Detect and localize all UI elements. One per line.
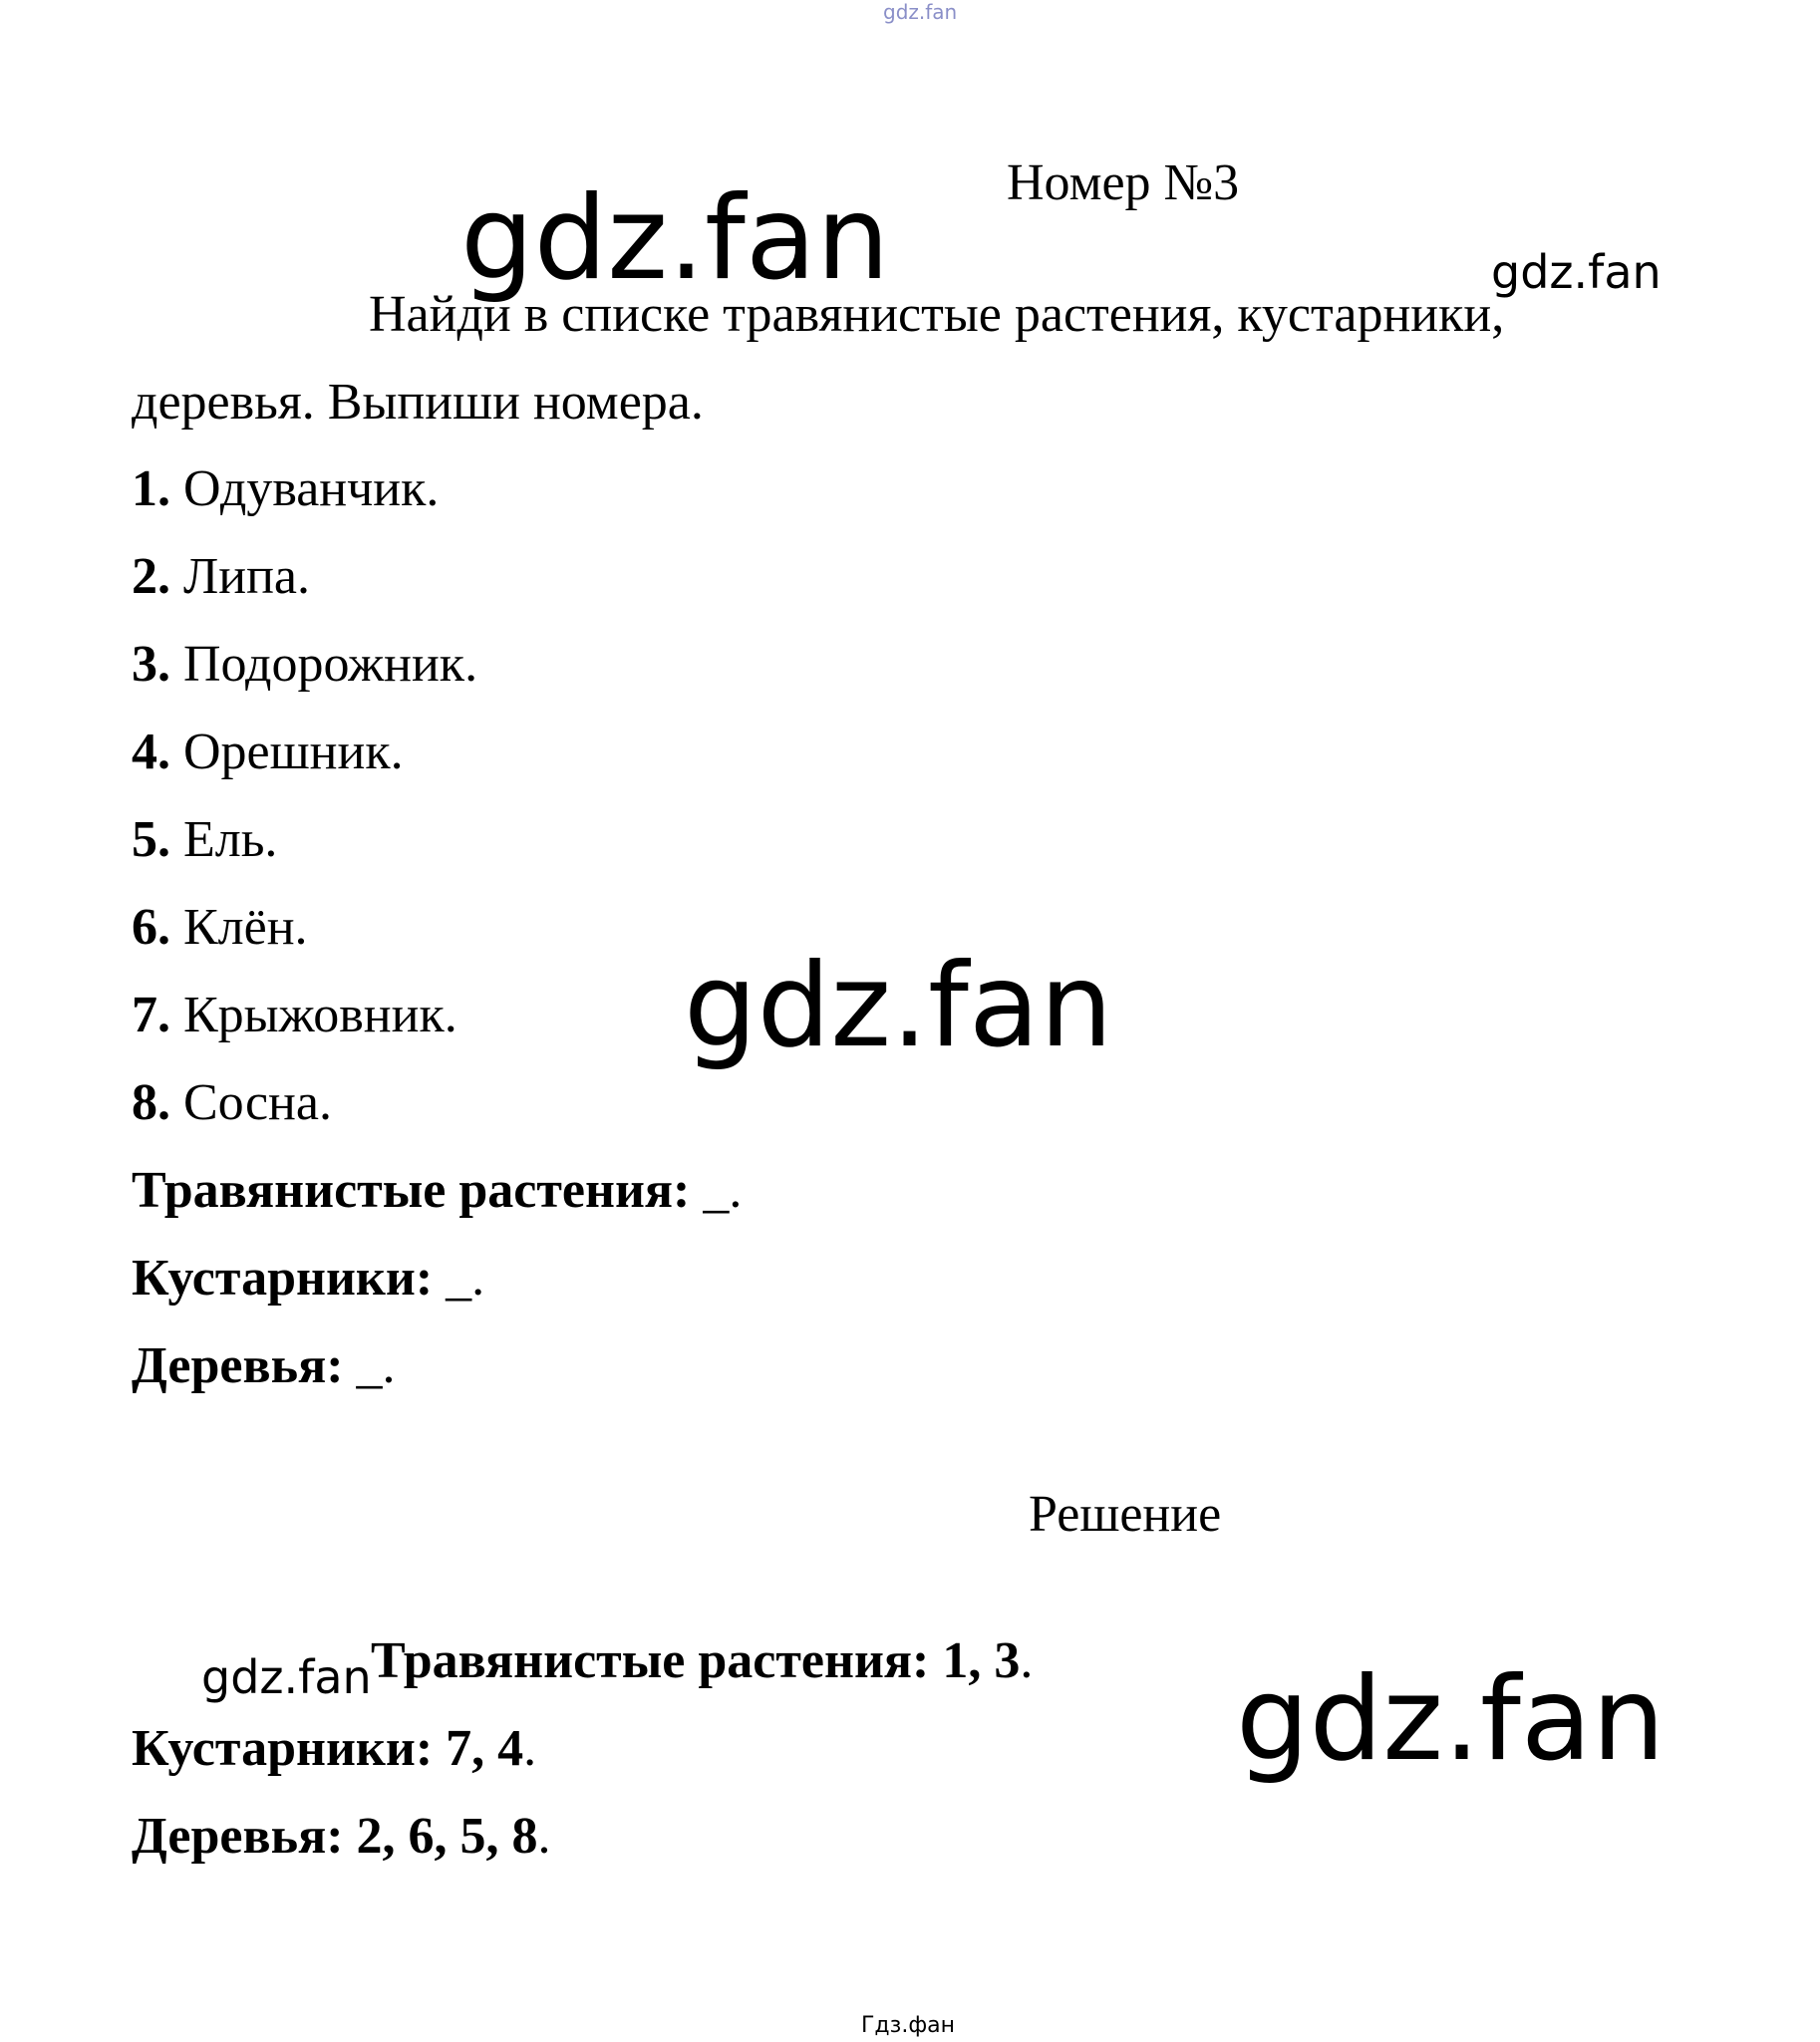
answer-value: 1, 3 bbox=[942, 1632, 1021, 1689]
task-line-1: Найди в списке травянистые растения, кустарники, bbox=[369, 286, 1505, 343]
page-title: Номер №3 bbox=[1007, 154, 1240, 211]
item-text: Ель. bbox=[170, 811, 278, 868]
list-item bbox=[132, 811, 278, 868]
watermark-large-top: gdz.fan bbox=[460, 171, 890, 306]
item-number: 3. bbox=[132, 636, 170, 693]
item-text: Липа. bbox=[170, 548, 311, 605]
task-line-2: деревья. Выпиши номера. bbox=[132, 374, 704, 431]
item-text: Сосна. bbox=[170, 1074, 332, 1131]
item-number: 4. bbox=[132, 724, 170, 780]
solution-heading: Решение bbox=[1029, 1486, 1222, 1543]
item-number: 2. bbox=[132, 548, 170, 605]
watermark-large-middle: gdz.fan bbox=[684, 939, 1113, 1073]
blank-value: _. bbox=[703, 1162, 743, 1219]
item-number: 8. bbox=[132, 1074, 170, 1131]
answer-label: Кустарники: bbox=[132, 1720, 447, 1777]
item-number: 6. bbox=[132, 899, 170, 956]
item-number: 7. bbox=[132, 987, 170, 1043]
blank-value: _. bbox=[446, 1250, 485, 1307]
blank-label: Травянистые растения: bbox=[132, 1162, 704, 1219]
list-item bbox=[132, 724, 404, 780]
item-text: Одуванчик. bbox=[170, 460, 440, 517]
blank-herbs bbox=[132, 1162, 743, 1219]
answer-end: . bbox=[1020, 1632, 1034, 1689]
answer-end: . bbox=[537, 1808, 551, 1865]
item-number: 1. bbox=[132, 460, 170, 517]
list-item bbox=[132, 460, 440, 517]
answer-label: Деревья: bbox=[132, 1808, 357, 1865]
blank-value: _. bbox=[356, 1337, 396, 1394]
answer-herbs bbox=[371, 1632, 1034, 1689]
watermark-small-top-right: gdz.fan bbox=[1491, 245, 1662, 299]
list-item bbox=[132, 636, 478, 693]
answer-trees bbox=[132, 1808, 551, 1865]
item-text: Крыжовник. bbox=[170, 987, 457, 1043]
blank-trees bbox=[132, 1337, 396, 1394]
watermark-small-bottom-left: gdz.fan bbox=[201, 1650, 372, 1704]
item-text: Клён. bbox=[170, 899, 308, 956]
blank-label: Деревья: bbox=[132, 1337, 357, 1394]
blank-shrubs bbox=[132, 1250, 485, 1307]
item-text: Орешник. bbox=[170, 724, 404, 780]
answer-label: Травянистые растения: bbox=[371, 1632, 943, 1689]
answer-value: 7, 4 bbox=[446, 1720, 524, 1777]
list-item bbox=[132, 987, 457, 1043]
answer-shrubs bbox=[132, 1720, 537, 1777]
watermark-large-bottom-right: gdz.fan bbox=[1236, 1652, 1666, 1787]
answer-end: . bbox=[523, 1720, 537, 1777]
list-item bbox=[132, 899, 308, 956]
item-number: 5. bbox=[132, 811, 170, 868]
answer-value: 2, 6, 5, 8 bbox=[356, 1808, 538, 1865]
top-watermark: gdz.fan bbox=[883, 0, 958, 24]
blank-label: Кустарники: bbox=[132, 1250, 447, 1307]
list-item bbox=[132, 548, 311, 605]
footer-text: Гдз.фан bbox=[861, 2013, 955, 2038]
item-text: Подорожник. bbox=[170, 636, 478, 693]
list-item bbox=[132, 1074, 332, 1131]
